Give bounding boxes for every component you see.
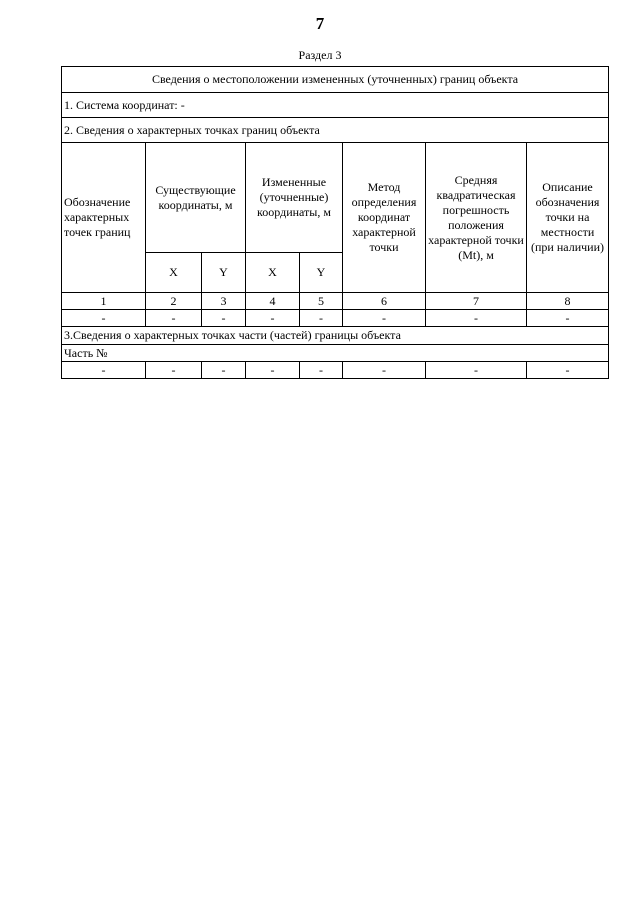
- table-cell: -: [62, 310, 146, 327]
- table-cell: -: [202, 362, 246, 379]
- parts-heading-row: [62, 327, 609, 345]
- table-cell: -: [202, 310, 246, 327]
- header-row: [62, 143, 609, 253]
- boundary-points-table: [61, 66, 609, 379]
- column-number: 2: [146, 293, 202, 310]
- table-cell: -: [527, 310, 609, 327]
- table-cell: -: [146, 310, 202, 327]
- col-method-header: Метод определения координат характерной точки: [343, 143, 426, 293]
- table-cell: -: [246, 310, 300, 327]
- title-row: [62, 67, 609, 93]
- part-label-row: [62, 345, 609, 362]
- column-number: 5: [300, 293, 343, 310]
- table-cell: -: [426, 362, 527, 379]
- changed-x-header: X: [246, 253, 300, 293]
- points-heading-row: [62, 118, 609, 143]
- column-number: 6: [343, 293, 426, 310]
- table-title: Сведения о местоположении измененных (уточненных) границ объекта: [62, 67, 609, 93]
- page-number: 7: [315, 14, 325, 33]
- column-number: 3: [202, 293, 246, 310]
- existing-y-header: Y: [202, 253, 246, 293]
- coordinate-system-row: [62, 93, 609, 118]
- table-cell: -: [62, 362, 146, 379]
- column-number: 1: [62, 293, 146, 310]
- table-cell: -: [300, 362, 343, 379]
- column-number: 7: [426, 293, 527, 310]
- column-number: 8: [527, 293, 609, 310]
- column-numbers-row: [62, 293, 609, 310]
- table-row: [62, 362, 609, 379]
- table-row: [62, 310, 609, 327]
- col-description-header: Описание обозначения точки на местности (при наличии): [527, 143, 609, 293]
- col-changed-header: Измененные (уточненные) координаты, м: [246, 143, 343, 253]
- column-number: 4: [246, 293, 300, 310]
- section-label: Раздел 3: [298, 48, 342, 62]
- parts-heading: 3.Сведения о характерных точках части (частей) границы объекта: [62, 327, 609, 345]
- coordinate-system: 1. Система координат: -: [62, 93, 609, 118]
- table-cell: -: [527, 362, 609, 379]
- col-accuracy-header: Средняя квадратическая погрешность положения характерной точки (Mt), м: [426, 143, 527, 293]
- table-cell: -: [300, 310, 343, 327]
- table-cell: -: [343, 362, 426, 379]
- changed-y-header: Y: [300, 253, 343, 293]
- table-cell: -: [146, 362, 202, 379]
- table-cell: -: [343, 310, 426, 327]
- points-heading: 2. Сведения о характерных точках границ объекта: [62, 118, 609, 143]
- table-cell: -: [246, 362, 300, 379]
- col-existing-header: Существующие координаты, м: [146, 143, 246, 253]
- existing-x-header: X: [146, 253, 202, 293]
- part-label: Часть №: [62, 345, 609, 362]
- table-cell: -: [426, 310, 527, 327]
- col-designation-header: Обозначение характерных точек границ: [62, 143, 146, 293]
